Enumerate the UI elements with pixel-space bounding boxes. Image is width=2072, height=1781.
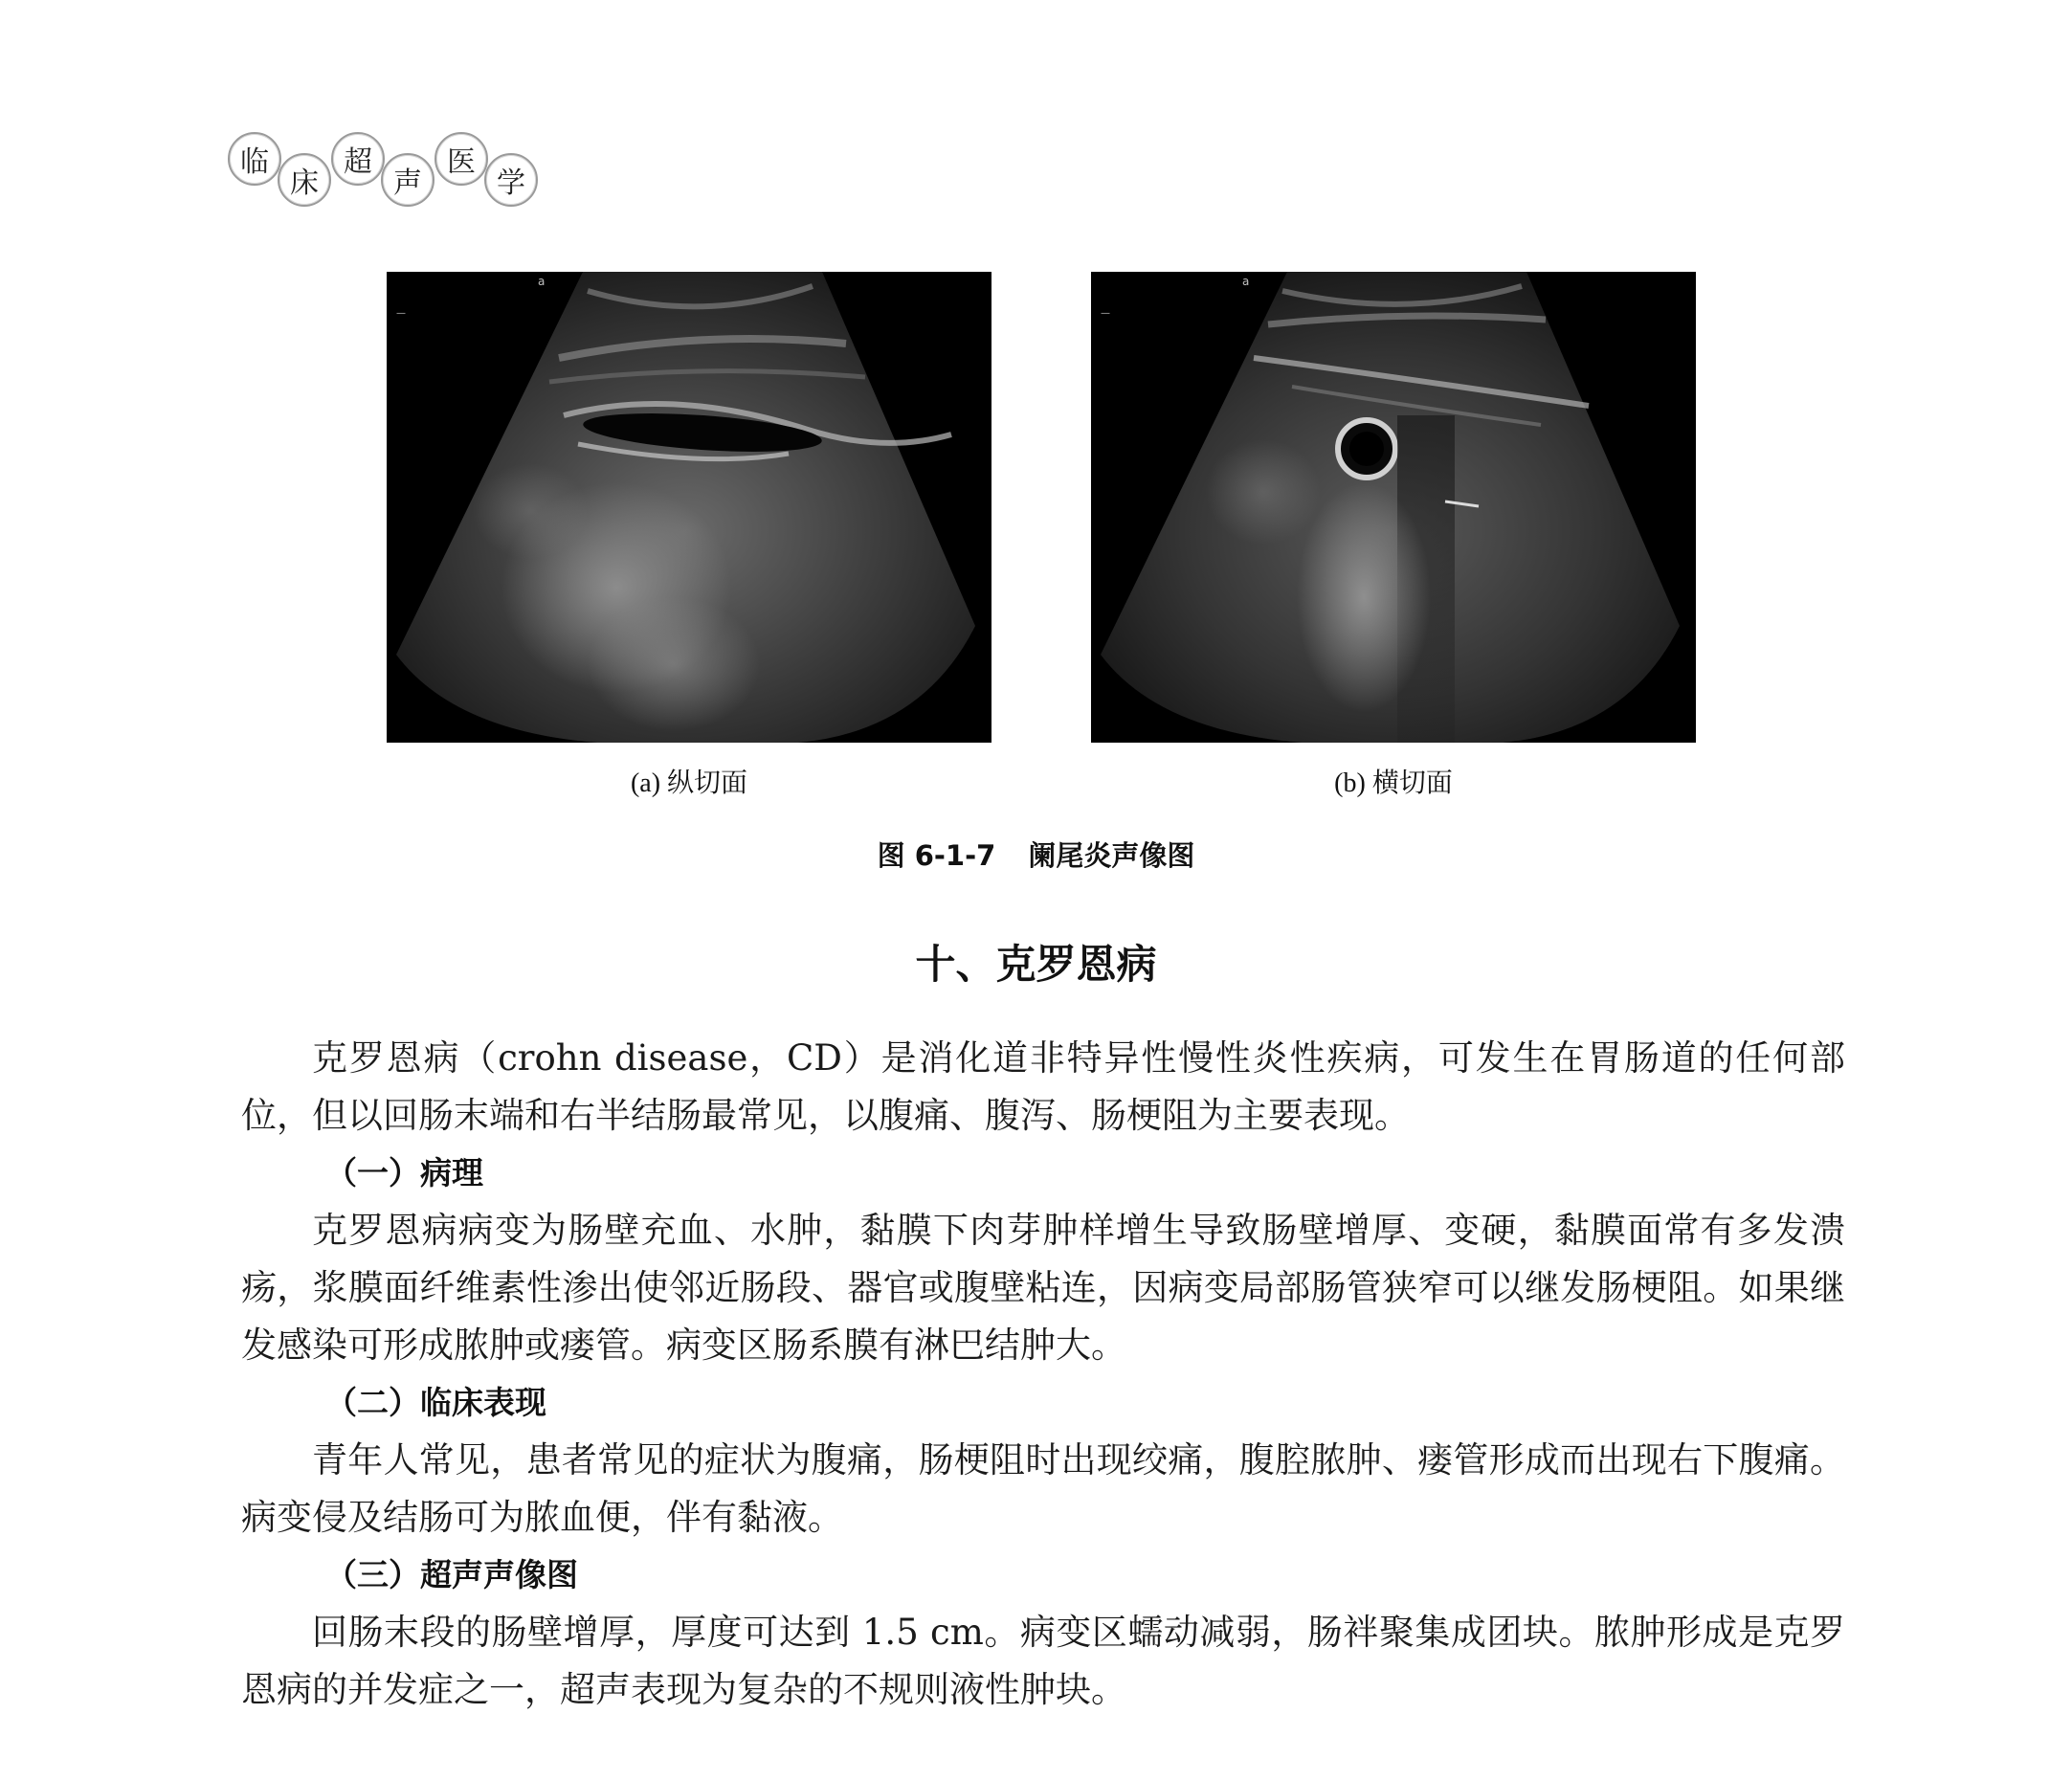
section-title: 十、克罗恩病 <box>915 941 1157 988</box>
subsection-heading-pathology: （一）病理 <box>325 1154 483 1191</box>
pathology-paragraph: 克罗恩病病变为肠壁充血、水肿，黏膜下肉芽肿样增生导致肠壁增厚、变硬，黏膜面常有多发溃疡，浆膜面纤维素性渗出使邻近肠段、器官或腹壁粘连，因病变局部肠管狭窄可以继发肠梗阻。如果继发感染可形成脓肿或瘘管。病变区肠系膜有淋巴结肿大。 <box>241 1210 1845 1366</box>
subsection-heading-ultrasound: （三）超声声像图 <box>325 1556 578 1593</box>
figure-number: 图 6-1-7 <box>877 839 996 872</box>
header-char: 床 <box>278 153 331 207</box>
ultrasound-paragraph: 回肠末段的肠壁增厚，厚度可达到 1.5 cm。病变区蠕动减弱，肠袢聚集成团块。脓肿形成是克罗恩病的并发症之一，超声表现为复杂的不规则液性肿块。 <box>241 1612 1845 1710</box>
running-header <box>228 132 553 209</box>
ultrasound-image-a <box>387 272 991 743</box>
clinical-paragraph: 青年人常见，患者常见的症状为腹痛，肠梗阻时出现绞痛，腹腔脓肿、瘘管形成而出现右下腹痛。病变侵及结肠可为脓血便，伴有黏液。 <box>241 1439 1845 1538</box>
header-char: 学 <box>484 153 538 207</box>
scan-dash: — <box>396 308 406 319</box>
ultrasound-image-b <box>1091 272 1696 743</box>
header-char: 临 <box>228 132 281 186</box>
intro-paragraph: 克罗恩病（crohn disease，CD）是消化道非特异性慢性炎性疾病，可发生在胃肠道的任何部位，但以回肠末端和右半结肠最常见，以腹痛、腹泻、肠梗阻为主要表现。 <box>241 1037 1845 1136</box>
scan-marker: a <box>538 275 546 288</box>
scan-dash: — <box>1101 308 1110 319</box>
header-char: 医 <box>434 132 488 186</box>
scan-marker: a <box>1242 275 1250 288</box>
section-body <box>241 1030 1845 1719</box>
subcaption-a: (a) 纵切面 <box>630 768 748 798</box>
subcaption-b: (b) 横切面 <box>1334 768 1453 798</box>
figure-caption <box>0 835 2072 874</box>
subsection-heading-clinical: （二）临床表现 <box>325 1384 546 1421</box>
header-char: 声 <box>381 153 434 207</box>
header-char: 超 <box>331 132 385 186</box>
figure-title: 阑尾炎声像图 <box>1028 839 1195 872</box>
